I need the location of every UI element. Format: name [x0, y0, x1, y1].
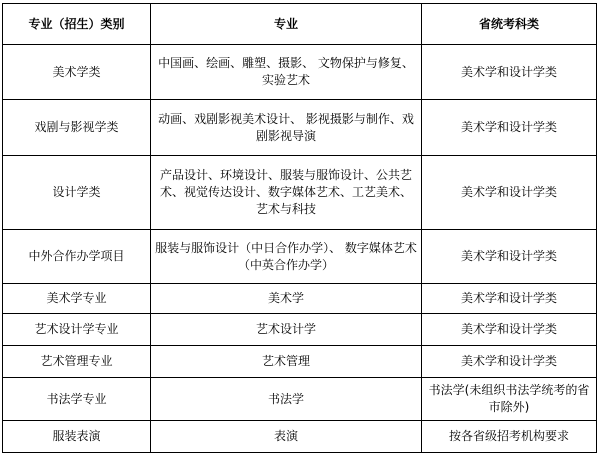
cell-major: 中国画、绘画、雕塑、摄影、 文物保护与修复、实验艺术 — [151, 45, 422, 100]
cell-category: 戏剧与影视学类 — [3, 100, 151, 156]
cell-exam: 美术学和设计学类 — [422, 100, 597, 156]
cell-exam: 美术学和设计学类 — [422, 346, 597, 378]
table-row — [3, 346, 597, 378]
cell-category: 艺术管理专业 — [3, 346, 151, 378]
header-major: 专业 — [151, 4, 422, 45]
cell-major: 动画、戏剧影视美术设计、 影视摄影与制作、戏剧影视导演 — [151, 100, 422, 156]
major-table — [2, 3, 597, 453]
header-exam: 省统考科类 — [422, 4, 597, 45]
cell-major: 产品设计、环境设计、服装与服饰设计、公共艺术、视觉传达设计、数字媒体艺术、工艺美术、艺术与科技 — [151, 156, 422, 230]
cell-exam: 美术学和设计学类 — [422, 314, 597, 346]
table-row — [3, 378, 597, 421]
cell-category: 设计学类 — [3, 156, 151, 230]
cell-exam: 书法学(未组织书法学统考的省市除外) — [422, 378, 597, 421]
cell-major: 艺术设计学 — [151, 314, 422, 346]
cell-exam: 美术学和设计学类 — [422, 284, 597, 314]
cell-exam: 按各省级招考机构要求 — [422, 421, 597, 453]
table-row — [3, 421, 597, 453]
table-row — [3, 314, 597, 346]
table-row — [3, 100, 597, 156]
cell-category: 书法学专业 — [3, 378, 151, 421]
header-category: 专业（招生）类别 — [3, 4, 151, 45]
table-header-row — [3, 4, 597, 45]
cell-major: 美术学 — [151, 284, 422, 314]
cell-exam: 美术学和设计学类 — [422, 156, 597, 230]
cell-exam: 美术学和设计学类 — [422, 230, 597, 284]
cell-major: 表演 — [151, 421, 422, 453]
cell-category: 美术学类 — [3, 45, 151, 100]
cell-major: 服装与服饰设计（中日合作办学）、 数字媒体艺术 （中英合作办学） — [151, 230, 422, 284]
table-row — [3, 156, 597, 230]
table-row — [3, 230, 597, 284]
cell-category: 服装表演 — [3, 421, 151, 453]
cell-major: 艺术管理 — [151, 346, 422, 378]
table-row — [3, 45, 597, 100]
cell-major: 书法学 — [151, 378, 422, 421]
table-row — [3, 284, 597, 314]
cell-category: 中外合作办学项目 — [3, 230, 151, 284]
cell-exam: 美术学和设计学类 — [422, 45, 597, 100]
cell-category: 艺术设计学专业 — [3, 314, 151, 346]
cell-category: 美术学专业 — [3, 284, 151, 314]
